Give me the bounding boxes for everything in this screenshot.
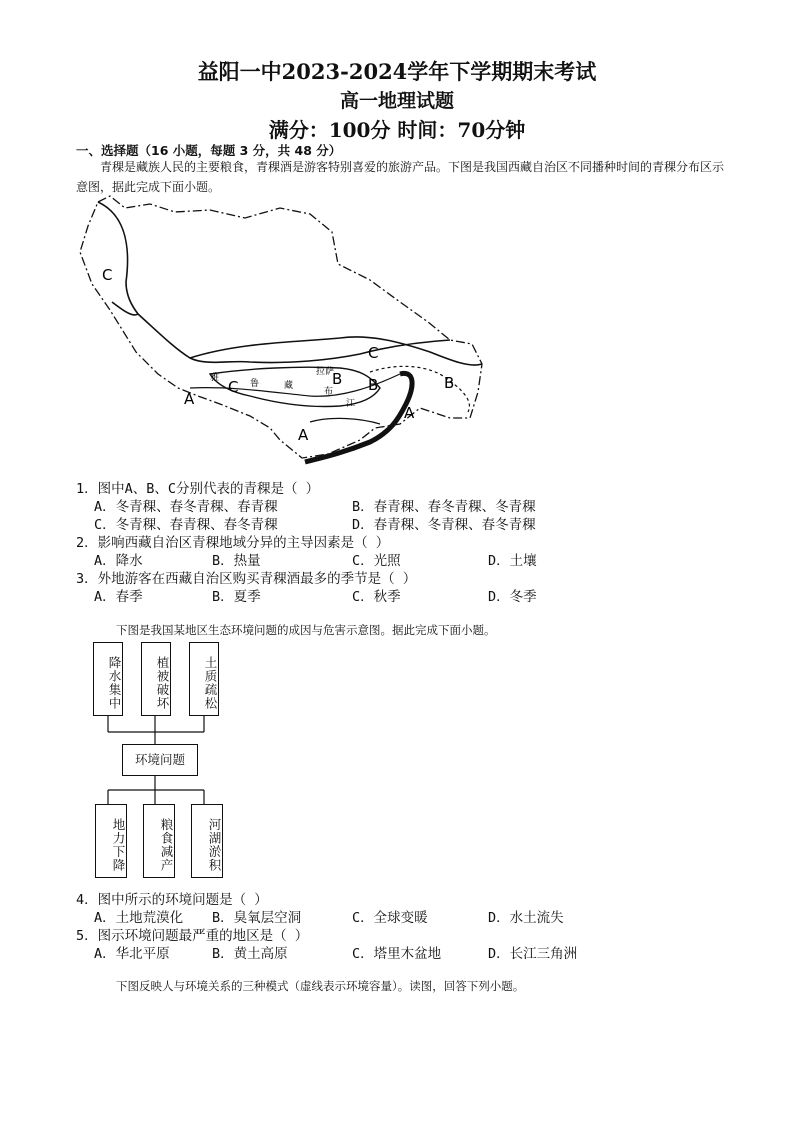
effect-box-1-label: 地力下降 bbox=[111, 818, 126, 872]
cause-box-3-label: 土质疏松 bbox=[203, 656, 218, 710]
region-label-a-2: A bbox=[404, 404, 415, 422]
question-2-option-d[interactable]: D．土壤 bbox=[488, 553, 537, 569]
question-3-option-a[interactable]: A．春季 bbox=[94, 589, 143, 605]
question-2-option-c[interactable]: C．光照 bbox=[352, 553, 401, 569]
region-label-a-1: A bbox=[184, 390, 195, 408]
question-3-stem: 3．外地游客在西藏自治区购买青稞酒最多的季节是（ ） bbox=[76, 571, 417, 587]
question-1-option-c[interactable]: C．冬青稞、春青稞、春冬青稞 bbox=[94, 517, 278, 533]
section-intro: 青稞是藏族人民的主要粮食，青稞酒是游客特别喜爱的旅游产品。下图是我国西藏自治区不同播种时间的青稞分布区示意图，据此完成下面小题。 bbox=[76, 160, 725, 194]
region-label-b-3: B bbox=[444, 374, 455, 392]
place-label-bu: 布 bbox=[324, 387, 334, 397]
question-3-option-d[interactable]: D．冬季 bbox=[488, 589, 537, 605]
center-box-label: 环境问题 bbox=[134, 752, 185, 767]
place-label-lhasa: 拉萨 bbox=[316, 367, 335, 377]
question-5-option-b[interactable]: B．黄土高原 bbox=[212, 946, 288, 962]
section-heading: 一、选择题（16 小题，每题 3 分，共 48 分） bbox=[76, 143, 342, 158]
question-3-option-b[interactable]: B．夏季 bbox=[212, 589, 261, 605]
place-label-zang: 藏 bbox=[284, 381, 294, 391]
place-label-jiang: 江 bbox=[346, 399, 356, 409]
region-label-c-east: C bbox=[368, 344, 379, 362]
exam-subtitle: 高一地理试题 bbox=[339, 90, 454, 112]
question-3-option-c[interactable]: C．秋季 bbox=[352, 589, 401, 605]
effect-box-2-label: 粮食减产 bbox=[159, 818, 174, 872]
effect-box-3 bbox=[191, 804, 223, 878]
place-label-ya: 雅 bbox=[210, 373, 220, 383]
zone-b-east-outline bbox=[370, 366, 469, 412]
question-1-option-b[interactable]: B．春青稞、春冬青稞、冬青稞 bbox=[352, 499, 536, 515]
zone-c-west-boundary bbox=[98, 202, 138, 315]
region-label-c-west: C bbox=[102, 266, 113, 284]
cause-box-1 bbox=[93, 642, 123, 716]
region-label-b-2: B bbox=[368, 376, 379, 394]
river-yarlung bbox=[305, 373, 412, 462]
question-1-option-a[interactable]: A．冬青稞、春冬青稞、春青稞 bbox=[94, 499, 278, 515]
question-2-option-b[interactable]: B．热量 bbox=[212, 553, 261, 569]
question-1-stem: 1．图中A、B、C分别代表的青稞是（ ） bbox=[76, 481, 320, 497]
cause-box-1-label: 降水集中 bbox=[107, 656, 122, 710]
question-5-stem: 5．图示环境问题最严重的地区是（ ） bbox=[76, 928, 309, 944]
question-5-option-a[interactable]: A．华北平原 bbox=[94, 946, 170, 962]
region-label-a-3: A bbox=[298, 426, 309, 444]
question-2-option-a[interactable]: A．降水 bbox=[94, 553, 143, 569]
exam-title: 益阳一中2023-2024学年下学期期末考试 bbox=[197, 59, 597, 84]
south-boundary bbox=[138, 314, 450, 363]
next-figure-caption: 下图反映人与环境关系的三种模式（虚线表示环境容量）。读图，回答下列小题。 bbox=[116, 979, 525, 993]
tibet-map bbox=[70, 192, 500, 472]
cause-box-3 bbox=[189, 642, 219, 716]
question-4-option-b[interactable]: B．臭氧层空洞 bbox=[212, 910, 302, 926]
effect-box-3-label: 河湖淤积 bbox=[207, 818, 222, 872]
effect-box-2 bbox=[143, 804, 175, 878]
question-4-option-a[interactable]: A．土地荒漠化 bbox=[94, 910, 184, 926]
question-4-option-d[interactable]: D．水土流失 bbox=[488, 910, 564, 926]
place-label-lu: 鲁 bbox=[250, 379, 260, 389]
score-time: 满分：100分 时间：70分钟 bbox=[268, 118, 526, 142]
effect-box-1 bbox=[95, 804, 127, 878]
center-box bbox=[122, 744, 198, 776]
region-label-b-1: B bbox=[332, 370, 343, 388]
cause-box-2-label: 植被破坏 bbox=[155, 656, 170, 710]
cause-box-2 bbox=[141, 642, 171, 716]
diagram-caption: 下图是我国某地区生态环境问题的成因与危害示意图。据此完成下面小题。 bbox=[116, 623, 496, 637]
question-5-option-c[interactable]: C．塔里木盆地 bbox=[352, 946, 442, 962]
question-1-option-d[interactable]: D．春青稞、冬青稞、春冬青稞 bbox=[352, 517, 536, 533]
region-label-c-mid: C bbox=[228, 378, 239, 396]
river-tributary bbox=[310, 418, 380, 424]
question-2-stem: 2．影响西藏自治区青稞地域分异的主导因素是（ ） bbox=[76, 535, 390, 551]
map-border bbox=[80, 196, 482, 458]
question-4-option-c[interactable]: C．全球变暖 bbox=[352, 910, 428, 926]
question-4-stem: 4．图中所示的环境问题是（ ） bbox=[76, 892, 268, 908]
question-5-option-d[interactable]: D．长江三角洲 bbox=[488, 946, 578, 962]
